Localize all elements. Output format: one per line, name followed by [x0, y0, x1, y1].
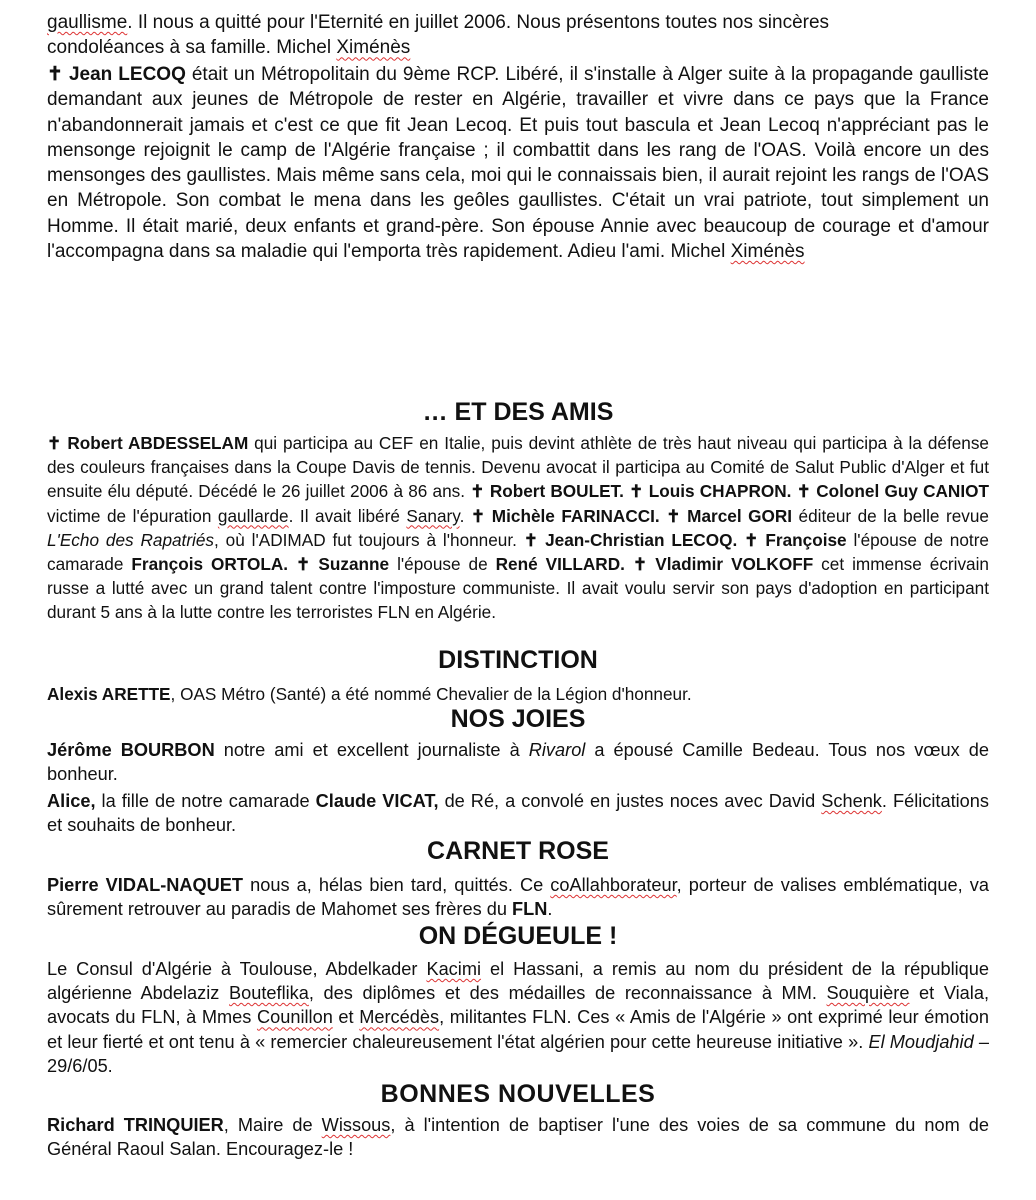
spellcheck-word: Sanary [406, 505, 460, 526]
heading-on-degueule: ON DÉGUEULE ! [418, 922, 618, 950]
cross-icon: ✝ [47, 433, 62, 453]
spellcheck-word: gaullisme [47, 12, 128, 33]
paragraph-jean-lecoq: ✝ Jean LECOQ était un Métropolitain du 9ème RCP. Libéré, il s'installe à Alger suite à la propagande gaulliste demandant aux jeunes de Métropole de rester en Algérie, travailler et vivre dans ce pays que la France n'abandonnerait jamais et c'est ce que fit Jean Lecoq. Et puis tout bascula et Jean Lecoq n'appréciant pas le mensonge rejoignit le camp de l'Algérie française ; il combattit dans les rang de l'OAS. Voilà encore un des mensonges des gaullistes. Mais même sans cela, moi qui le connaissais bien, il aurait rejoint les rangs de l'OAS en Métropole. Son combat le mena dans les geôles gaullistes. C'était un vrai patriote, tout simplement un Homme. Il était marié, deux enfants et grand-père. Son épouse Annie avec beaucoup de courage et d'amour l'accompagna dans sa maladie qui l'emporta très rapidement. Adieu l'ami. Michel Ximénès [47, 64, 989, 263]
heading-nos-joies: NOS JOIES [450, 705, 586, 733]
cross-icon: ✝ [632, 554, 648, 575]
paragraph-on-degueule: Le Consul d'Algérie à Toulouse, Abdelkader Kacimi el Hassani, a remis au nom du président de la république algérienne Abdelaziz Bouteflika, des diplômes et des médailles de reconnaissance à MM. Souquière et Viala, avocats du FLN, à Mmes Counillon et Mercédès, militantes FLN. Ces « Amis de l'Algérie » ont exprimé leur émotion et leur fierté et ont tenu à « remercier chaleureusement l'état algérien pour cette heureuse initiative ». El Moudjahid – 29/6/05. [47, 959, 990, 1076]
cross-icon: ✝ [666, 505, 681, 526]
paragraph-joies-1: Jérôme BOURBON notre ami et excellent journaliste à Rivarol a épousé Camille Bedeau. Tous nos vœux de bonheur. [47, 740, 989, 785]
spellcheck-word: Ximénès [336, 37, 411, 59]
spellcheck-word: Kacimi [426, 959, 482, 979]
spellcheck-word: Bouteflika [229, 983, 309, 1004]
paragraph-intro-ending: gaullisme. Il nous a quitté pour l'Eternité en juillet 2006. Nous présentons toutes nos sincères condoléances à sa famille. Michel Ximénès [47, 12, 830, 59]
spellcheck-word: Mercédès [359, 1007, 440, 1028]
cross-icon: ✝ [523, 529, 539, 550]
cross-icon: ✝ [470, 481, 485, 502]
cross-icon: ✝ [796, 481, 812, 502]
cross-icon: ✝ [629, 481, 644, 502]
spellcheck-word: Wissous [321, 1115, 391, 1135]
heading-carnet-rose: CARNET ROSE [427, 837, 609, 865]
spellcheck-word: Counillon [256, 1007, 333, 1028]
heading-distinction: DISTINCTION [438, 646, 598, 674]
paragraph-carnet-rose: Pierre VIDAL-NAQUET nous a, hélas bien tard, quittés. Ce coAllahborateur, porteur de valises emblématique, va sûrement retrouver au paradis de Mahomet ses frères du FLN. [47, 875, 989, 920]
heading-bonnes-nouvelles: BONNES NOUVELLES [380, 1080, 656, 1108]
person-name: Jean LECOQ [68, 64, 186, 85]
cross-icon: ✝ [470, 505, 486, 526]
paragraph-bonnes-nouvelles: Richard TRINQUIER, Maire de Wissous, à l'intention de baptiser l'une des voies de sa commune du nom de Général Raoul Salan. Encouragez-le ! [47, 1115, 990, 1160]
spellcheck-word: coAllahborateur [550, 875, 677, 895]
cross-icon: ✝ [744, 529, 759, 550]
spellcheck-word: gaullarde [217, 505, 289, 526]
spellcheck-word: Souquière [826, 983, 910, 1004]
spellcheck-word: Schenk [821, 791, 882, 811]
heading-et-des-amis: … ET DES AMIS [422, 398, 614, 426]
cross-icon: ✝ [296, 554, 311, 575]
paragraph-distinction: Alexis ARETTE, OAS Métro (Santé) a été nommé Chevalier de la Légion d'honneur. [47, 684, 692, 704]
paragraph-amis: ✝ Robert ABDESSELAM qui participa au CEF en Italie, puis devint athlète de très haut niveau qui participa à la défense des couleurs françaises dans la Coupe Davis de tennis. Devenu avocat il participa au Comité de Salut Public d'Alger et fut ensuite élu député. Décédé le 26 juillet 2006 à 86 ans. ✝ Robert BOULET. ✝ Louis CHAPRON. ✝ Colonel Guy CANIOT victime de l'épuration gaullarde. Il avait libéré Sanary. ✝ Michèle FARINACCI. ✝ Marcel GORI éditeur de la belle revue L'Echo des Rapatriés, où l'ADIMAD fut toujours à l'honneur. ✝ Jean-Christian LECOQ. ✝ Françoise l'épouse de notre camarade François ORTOLA. ✝ Suzanne l'épouse de René VILLARD. ✝ Vladimir VOLKOFF cet immense écrivain russe a lutté avec un grand talent contre l'imposture communiste. Il avait voulu servir son pays d'adoption en participant durant 5 ans à la lutte contre les terroristes FLN en Algérie. [47, 433, 989, 623]
spellcheck-word: Ximénès [730, 241, 805, 263]
paragraph-joies-2: Alice, la fille de notre camarade Claude VICAT, de Ré, a convolé en justes noces avec David Schenk. Félicitations et souhaits de bonheur. [47, 791, 990, 836]
cross-icon: ✝ [47, 64, 63, 85]
